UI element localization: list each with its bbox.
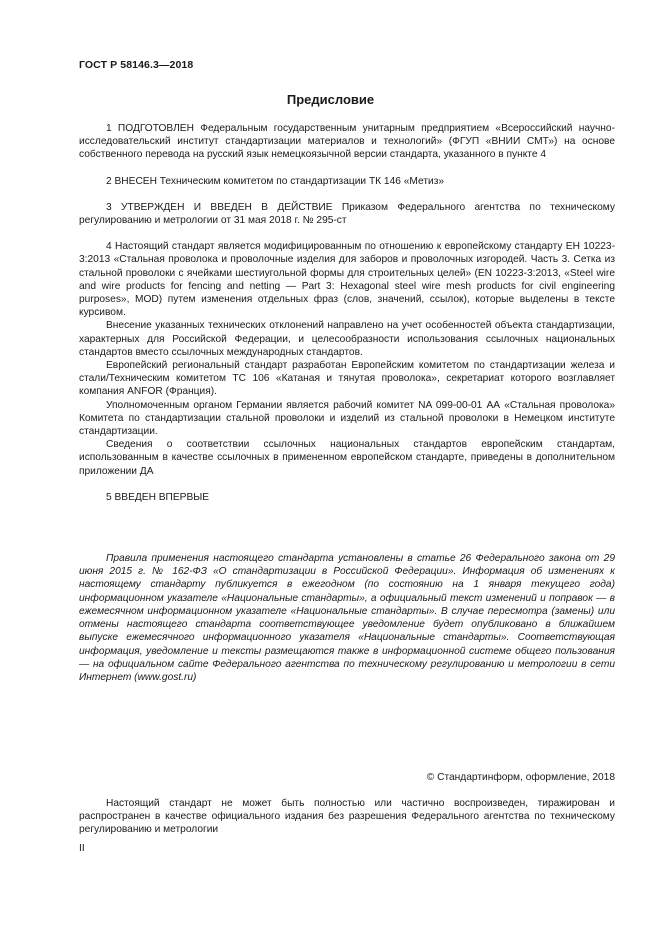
- copyright-line: © Стандартинформ, оформление, 2018: [426, 772, 615, 783]
- page-number: II: [79, 843, 85, 854]
- application-rules-notice: [79, 552, 615, 684]
- notice-text: Правила применения настоящего стандарта установлены в статье 26 Федерального закона от 29 июня 2015 г. № 162-ФЗ «О стандартизации в Российской Федерации». Информация об изменениях к настоящему стандарту публикуется в ежегодном (по состоянию на 1 января текущего года) информационном указателе «Национальные стандарты», а официальный текст изменений и поправок — в ежемесячном информационном указателе «Национальные стандарты». В случае пересмотра (замены) или отмены настоящего стандарта соответствующее уведомление будет опубликовано в ближайшем выпуске ежемесячного информационного указателя «Национальные стандарты». Соответствующая информация, уведомление и тексты размещаются также в информационной системе общего пользования — на официальном сайте Федерального агентства по техническому регулированию и метрологии в сети Интернет (www.gost.ru): [79, 553, 615, 683]
- foreword-body: [79, 122, 615, 684]
- reproduction-text: Настоящий стандарт не может быть полностью или частично воспроизведен, тиражирован и распространен в качестве официального издания без разрешения Федерального агентства по техническому регулированию и метрологии: [79, 798, 615, 836]
- item-4-german-body: Уполномоченным органом Германии является рабочий комитет NA 099-00-01 АА «Стальная проволока» Комитета по стандартизации стальной проволоки и изделий из стальной проволоки в Немецком институте стандартизации.: [79, 399, 615, 438]
- item-4-modification: 4 Настоящий стандарт является модифицированным по отношению к европейскому стандарту ЕН 10223-3:2013 «Стальная проволока и проволочные изделия для заборов и проволочных изгородей. Часть 3. Сетка из стальной проволоки с ячейками шестиугольной формы для строительных целей» (EN 10223-3:2013, «Steel wire and wire products for fencing and netting — Part 3: Hexagonal steel wire mesh products for civil engineering purposes», MOD) путем изменения отдельных фраз (слов, значений, ссылок), которые выделены в тексте курсивом.: [79, 241, 615, 319]
- item-1-prepared: 1 ПОДГОТОВЛЕН Федеральным государственным унитарным предприятием «Всероссийский научно-исследовательский институт стандартизации материалов и технологий» (ФГУП «ВНИИ СМТ») на основе собственного перевода на русский язык немецкоязычной версии стандарта, указанного в пункте 4: [79, 123, 615, 161]
- item-4-european-committee: Европейский региональный стандарт разработан Европейским комитетом по стандартизации железа и стали/Техническим комитетом ТС 106 «Катаная и тянутая проволока», секретариат которого возглавляет компания ANFOR (Франция).: [79, 360, 615, 398]
- item-3-approved: 3 УТВЕРЖДЕН И ВВЕДЕН В ДЕЙСТВИЕ Приказом Федерального агентства по техническому регулированию и метрологии от 31 мая 2018 г. № 295-ст: [79, 201, 615, 227]
- reproduction-notice: [79, 797, 615, 837]
- item-4-deviations: Внесение указанных технических отклонений направлено на учет особенностей объекта стандартизации, характерных для Российской Федерации, и целесообразности использования ссылочных национальных стандартов вместо ссылочных международных стандартов.: [79, 320, 615, 358]
- page-title: Предисловие: [286, 92, 375, 107]
- item-4-reference-info: Сведения о соответствии ссылочных национальных стандартов европейским стандартам, использованным в качестве ссылочных в примененном европейском стандарте, приведены в дополнительном приложении ДА: [79, 439, 615, 477]
- document-header-standard-id: ГОСТ Р 58146.3—2018: [79, 59, 194, 71]
- item-2-submitted: 2 ВНЕСЕН Техническим комитетом по стандартизации ТК 146 «Метиз»: [106, 175, 445, 187]
- item-5-first-introduced: 5 ВВЕДЕН ВПЕРВЫЕ: [106, 491, 210, 503]
